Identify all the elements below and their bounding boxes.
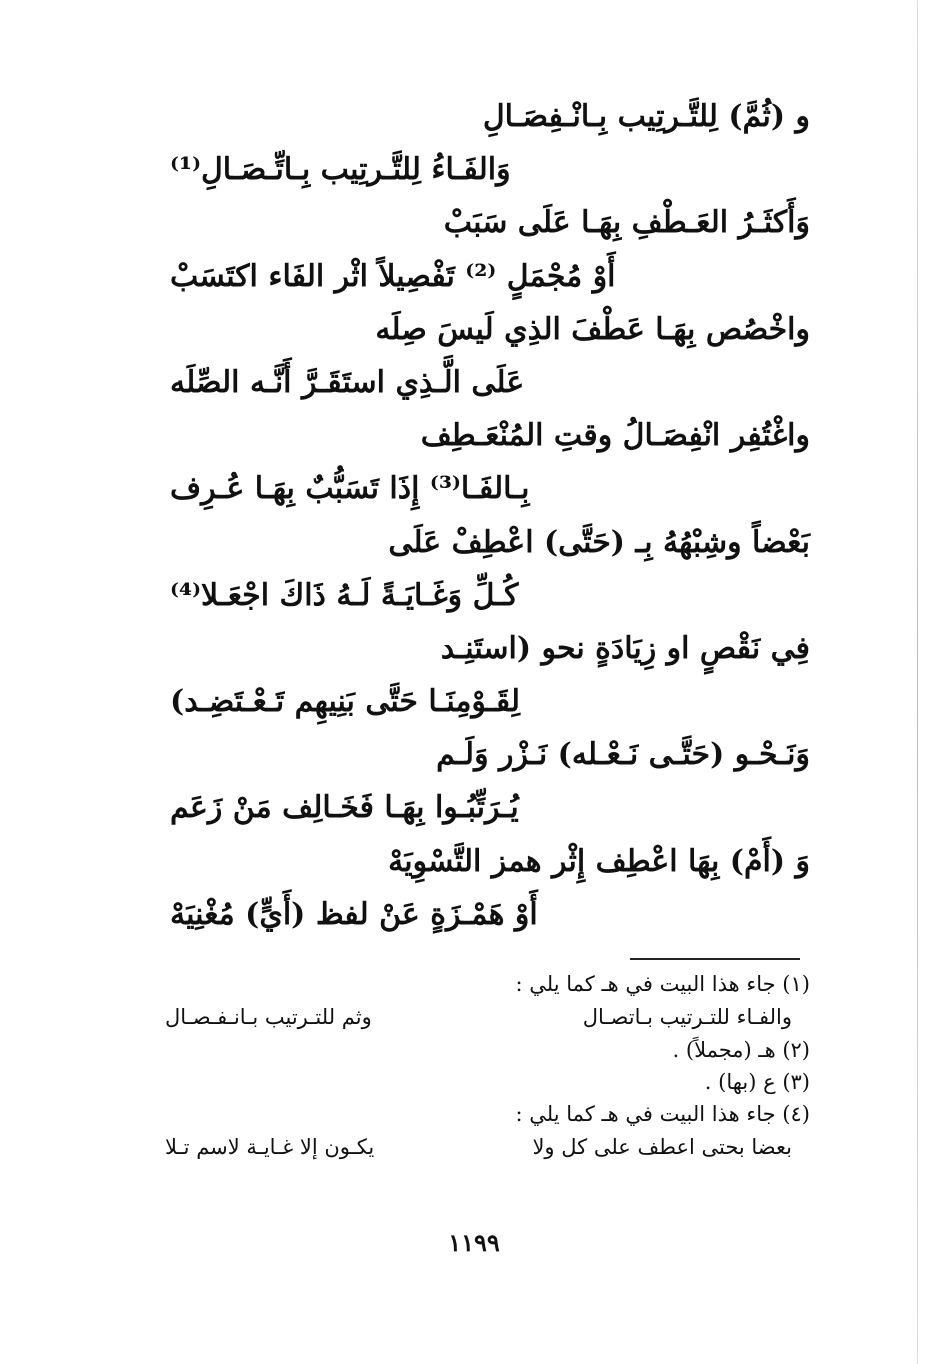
footnote-1-verse [165,1000,810,1034]
footnote-1: (١) جاء هذا البيت في هـ كما يلي : [515,972,810,996]
verse-line: بَعْضاً وشِبْهُهُ بِـ (حَتَّى) اعْطِفْ عَلَى [388,524,810,560]
footnote-4: (٤) جاء هذا البيت في هـ كما يلي : [515,1102,810,1126]
footnote-separator [630,958,800,960]
verse-line: وَالفَـاءُ لِلتَّـرتِيب بِـاتِّـصَـالِ⁽¹⁾ [170,152,511,188]
verse-line: و (ثُمَّ) لِلتَّـرتِيب بِـانْـفِصَـالِ [482,99,810,134]
verse-line: أَوْ مُجْمَلٍ ⁽²⁾ تَفْصِيلاً اثْر الفَاء اكتَسَبْ [170,258,616,294]
page-fold-line [917,0,918,1364]
footnote-4-hemistich-b: يكـون إلا غـايـة لاسم تـلا [165,1135,375,1159]
footnote-1-hemistich-b: وثم للتـرتيب بـانـفـصـال [165,1005,372,1029]
footnote-3: (٣) ع (بها) . [704,1070,810,1094]
verse-line: وَنَـحْـو (حَتَّـى نَـعْـله) نَـزْر وَلَـم [436,737,810,773]
poem-verses [170,90,810,941]
verse-line: وَ (أَمْ) بِهَا اعْطِف إِثْر همز التَّسْوِيَهْ [388,843,810,879]
footnote-4-verse [165,1130,810,1164]
verse-line: وَأَكثَـرُ العَـطْفِ بِهَـا عَلَى سَبَبْ [443,205,810,241]
page-number: ١١٩٩ [448,1228,500,1257]
footnote-1-hemistich-a: والفـاء للتـرتيب بـاتصـال [582,1005,792,1029]
verse-line: أَوْ هَمْـزَةٍ عَنْ لفظ (أَيٍّ) مُغْنِيَهْ [170,896,538,932]
verse-line: بِـالفَـا⁽³⁾ إِذَا تَسَبُّبٌ بِهَـا عُـرِف [170,471,530,507]
verse-line: عَلَى الَّـذِي استَقَـرَّ أَنَّـه الصِّلَه [170,364,525,400]
footnote-2: (٢) هـ (مجملاً) . [672,1038,810,1062]
verse-line: يُـرَتِّبُـوا بِهَـا فَخَـالِف مَنْ زَعَم [170,790,519,826]
footnote-4-hemistich-a: بعضا بحتى اعطف على كل ولا [532,1135,792,1159]
verse-line: فِي نَقْصٍ او زِيَادَةٍ نحو (استَنِـد [440,630,810,666]
verse-line: كُـلِّ وَغَـايَـةً لَـهُ ذَاكَ اجْعَـلا⁽⁴⁾ [170,577,519,613]
verse-line: لِقَـوْمِنَـا حَتَّى بَنِيهِم تَـعْـتَضِـد) [170,684,521,720]
verse-line: واخْصُص بِهَـا عَطْفَ الذِي لَيسَ صِلَه [375,311,810,347]
verse-line: واغْتُفِر انْفِصَـالُ وقتِ المُنْعَـطِف [420,418,810,454]
footnotes [165,968,810,1164]
